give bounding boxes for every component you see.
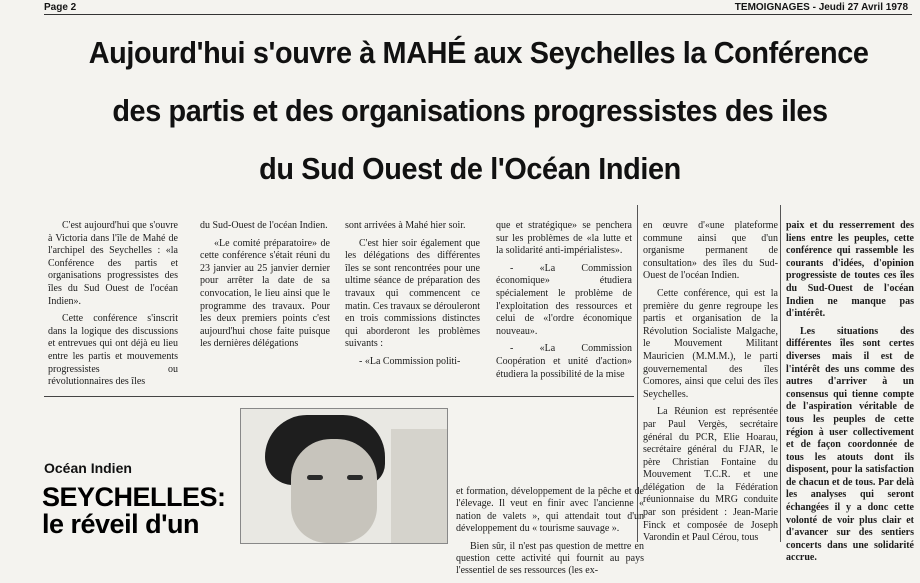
header-rule [44,14,912,15]
paragraph: La Réunion est représentée par Paul Vergès, secrétaire général du PCR, Elie Hoarau, secrétaire général du FJAR, le père Christian Fontaine du Mouvement T.C.R. et une délégation de la Fédération réunionnaise du MRG conduite par son président : Jean-Marie Finck et composée de Joseph Varondin et Paul Cérou, tous [643,406,778,544]
paragraph: C'est aujourd'hui que s'ouvre à Victoria dans l'île de Mahé de l'archipel des Seychelles : «la Conférence des partis et organisations progressistes des îles du Sud Ouest de l'océan Indien». [48,220,178,307]
paragraph: et formation, développement de la pêche et de l'élevage. Il veut en finir avec l'ancienne « nation de valets », qui attendait tout d'un développement du « tourisme sauvage ». [456,486,644,535]
paragraph: Les situations des différentes îles sont certes diverses mais il est de l'intérêt des uns comme des autres d'arriver à un consensus qui tienne compte de l'aspiration véritable de tous les peuples de cette région à user collectivement et de façon coordonnée de tous les atouts dont ils disposent, pour la satisfaction de chacun et de tous. Par delà les analyses qui seront échangées il y a donc cette volonté de voir plus clair et d'avancer sur des sentiers concerts dans une solidarité accrue. [786,325,914,564]
paragraph: - «La Commission Coopération et unité d'action» étudiera la possibilité de la mise [496,343,632,380]
article-separator-rule [44,396,634,397]
paragraph: - «La Commission économique» étudiera spécialement le problème de l'exploitation des ressources et celui de «l'ordre économique nouveau». [496,262,632,337]
article-column-1 [48,220,178,394]
paragraph: Cette conférence s'inscrit dans la logique des discussions et entrevues qui ont déjà eu lieu entre les partis et mouvements progressistes ou révolutionnaires des îles [48,313,178,388]
paragraph: paix et du resserrement des liens entre les peuples, cette conférence qui rassemble les courants d'idées, d'opinion progressiste de toutes ces îles du Sud-Ouest de l'océan Indien ne manque pas d'intérêt. [786,220,914,320]
headline-line-1: Aujourd'hui s'ouvre à MAHÉ aux Seychelles la Conférence [88,35,869,70]
paragraph: C'est hier soir également que les délégations des différentes îles se sont rencontrées pour une ultime séance de préparation des travaux qui commencent ce matin. Ces travaux se dérouleront en trois commissions distinctes qui aborderont les problèmes suivants : [345,237,480,350]
portrait-photo [240,408,448,544]
paragraph: «Le comité préparatoire» de cette conférence s'était réuni du 23 janvier au 25 janvier dernier pour arrêter la date de sa convocation, le lieu ainsi que le programme des travaux. Pour les deux premiers points c'est aujourd'hui chose faite puisque les dernières délégations [200,237,330,350]
second-headline [42,484,242,538]
headline-line-3: du Sud Ouest de l'Océan Indien [259,151,681,186]
paragraph: que et stratégique» se penchera sur les problèmes de «la lutte et la solidarité anti-impérialistes». [496,220,632,257]
paragraph: du Sud-Ouest de l'océan Indien. [200,220,328,231]
paragraph: - «La Commission politi- [359,355,461,367]
paragraph: en œuvre d'«une plateforme commune ainsi que d'un organisme permanent de consultation» des îles du Sud-Ouest de l'océan Indien. [643,220,778,282]
paragraph: Cette conférence, qui est la première du genre regroupe les partis et organisation de la Révolution Socialiste Malgache, le Mouvement Militant Mauricien (M.M.M.), le parti gouvernemental des îles Comores, ainsi que celui des îles Seychelles. [643,287,778,400]
page-number: Page 2 [44,2,77,13]
headline-line-2: des partis et des organisations progressistes des iles [112,93,828,128]
paragraph: Bien sûr, il n'est pas question de mettre en question cette activité qui fournit au pays l'essentiel de ses ressources (les ex- [456,540,644,577]
second-article-body [456,486,644,583]
second-headline-line-2: le réveil d'un [42,509,199,539]
article-column-5 [643,220,778,550]
section-tag: Océan Indien [44,460,132,476]
article-column-3 [345,220,480,374]
article-column-2 [200,220,330,356]
article-column-4 [496,220,632,386]
paragraph: sont arrivées à Mahé hier soir. [345,220,466,231]
article-column-6 [786,220,914,570]
publication-dateline: TEMOIGNAGES - Jeudi 27 Avril 1978 [734,2,908,13]
column-divider [780,205,781,542]
second-headline-line-1: SEYCHELLES: [42,482,226,512]
main-headline [88,24,869,198]
